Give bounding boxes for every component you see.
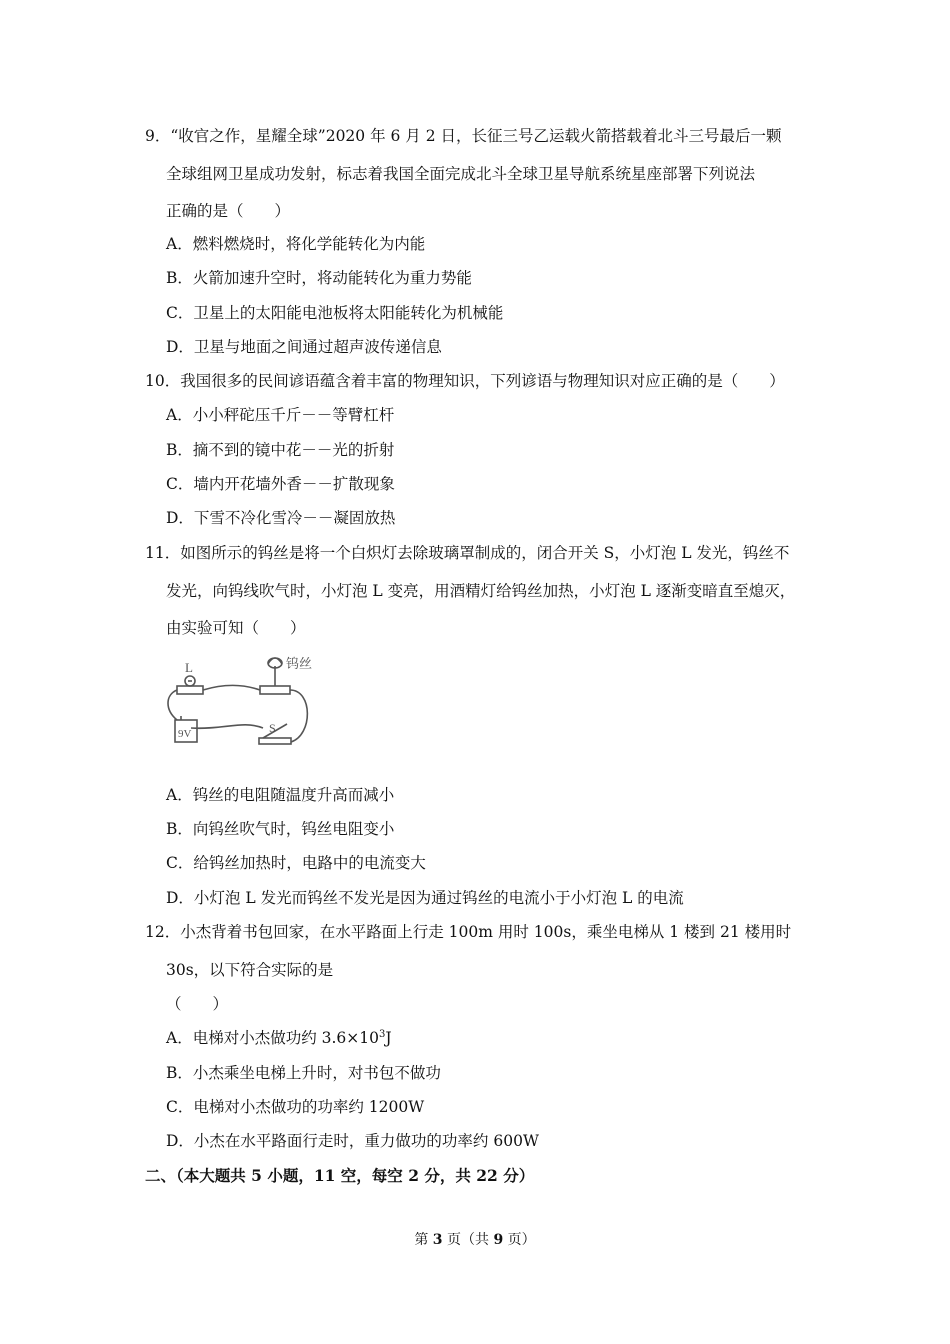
q9-option-b: B．火箭加速升空时，将动能转化为重力势能 — [166, 269, 472, 287]
q9-stem-line2: 全球组网卫星成功发射，标志着我国全面完成北斗全球卫星导航系统星座部署下列说法 — [166, 165, 756, 183]
wire-top — [203, 686, 260, 691]
q12-stem-line2: 30s，以下符合实际的是 — [166, 961, 334, 979]
q11-option-c: C．给钨丝加热时，电路中的电流变大 — [166, 854, 426, 872]
q11-option-a: A．钨丝的电阻随温度升高而减小 — [166, 786, 395, 804]
wire-bottom — [191, 725, 263, 728]
q12-stem-line3: （ ） — [166, 995, 229, 1013]
tungsten-base — [260, 686, 290, 694]
q12-stem-line1: 12．小杰背着书包回家，在水平路面上行走 100m 用时 100s，乘坐电梯从 1 楼到 21 楼用时 — [145, 923, 792, 941]
footer-total-pages: 9 — [493, 1232, 504, 1248]
section-2-heading: 二、（本大题共 5 小题，11 空，每空 2 分，共 22 分） — [145, 1166, 535, 1185]
page-footer — [0, 1230, 950, 1250]
q12-option-a-text: A．电梯对小杰做功约 3.6×10 — [166, 1029, 379, 1047]
q11-option-d: D．小灯泡 L 发光而钨丝不发光是因为通过钨丝的电流小于小灯泡 L 的电流 — [166, 889, 684, 907]
q10-option-b: B．摘不到的镜中花－－光的折射 — [166, 441, 395, 459]
q10-option-c: C．墙内开花墙外香－－扩散现象 — [166, 475, 395, 493]
q11-stem-line2: 发光，向钨线吹气时，小灯泡 L 变亮，用酒精灯给钨丝加热，小灯泡 L 逐渐变暗直至熄灭， — [166, 582, 796, 600]
circuit-figure — [163, 650, 323, 750]
q9-stem-line3: 正确的是（ ） — [166, 202, 291, 220]
q9-option-d: D．卫星与地面之间通过超声波传递信息 — [166, 338, 442, 356]
label-battery: 9V — [178, 728, 192, 740]
q11-option-b: B．向钨丝吹气时，钨丝电阻变小 — [166, 820, 395, 838]
q10-option-d: D．下雪不冷化雪冷－－凝固放热 — [166, 509, 396, 527]
label-tungsten: 钨丝 — [286, 657, 313, 672]
q12-option-c: C．电梯对小杰做功的功率约 1200W — [166, 1098, 425, 1116]
q12-option-b: B．小杰乘坐电梯上升时，对书包不做功 — [166, 1064, 441, 1082]
label-switch: S — [269, 721, 276, 735]
q12-option-a-unit: J — [385, 1029, 392, 1047]
footer-suffix: 页） — [503, 1232, 536, 1248]
footer-prefix: 第 — [414, 1232, 433, 1248]
q12-option-a-exponent: 3 — [378, 1029, 386, 1040]
q9-option-a: A．燃料燃烧时，将化学能转化为内能 — [166, 235, 426, 253]
footer-page-number: 3 — [432, 1232, 443, 1248]
footer-middle: 页（共 — [442, 1232, 494, 1248]
switch-base — [259, 738, 291, 744]
label-lamp: L — [185, 660, 193, 675]
lamp-base — [177, 686, 203, 694]
q11-stem-line3: 由实验可知（ ） — [166, 619, 306, 637]
q11-stem-line1: 11．如图所示的钨丝是将一个白炽灯去除玻璃罩制成的，闭合开关 S，小灯泡 L 发光，钨丝不 — [145, 544, 790, 562]
wire-right — [290, 690, 307, 742]
q9-stem-line1: 9．“收官之作，星耀全球”2020 年 6 月 2 日，长征三号乙运载火箭搭载着北斗三号最后一颗 — [145, 127, 782, 145]
q12-option-d: D．小杰在水平路面行走时，重力做功的功率约 600W — [166, 1132, 539, 1150]
q10-stem-line1: 10．我国很多的民间谚语蕴含着丰富的物理知识，下列谚语与物理知识对应正确的是（ ） — [145, 372, 785, 390]
wire-left — [168, 690, 177, 720]
q10-option-a: A．小小秤砣压千斤－－等臂杠杆 — [166, 406, 395, 424]
q12-option-a — [166, 1028, 392, 1048]
q9-option-c: C．卫星上的太阳能电池板将太阳能转化为机械能 — [166, 304, 504, 322]
